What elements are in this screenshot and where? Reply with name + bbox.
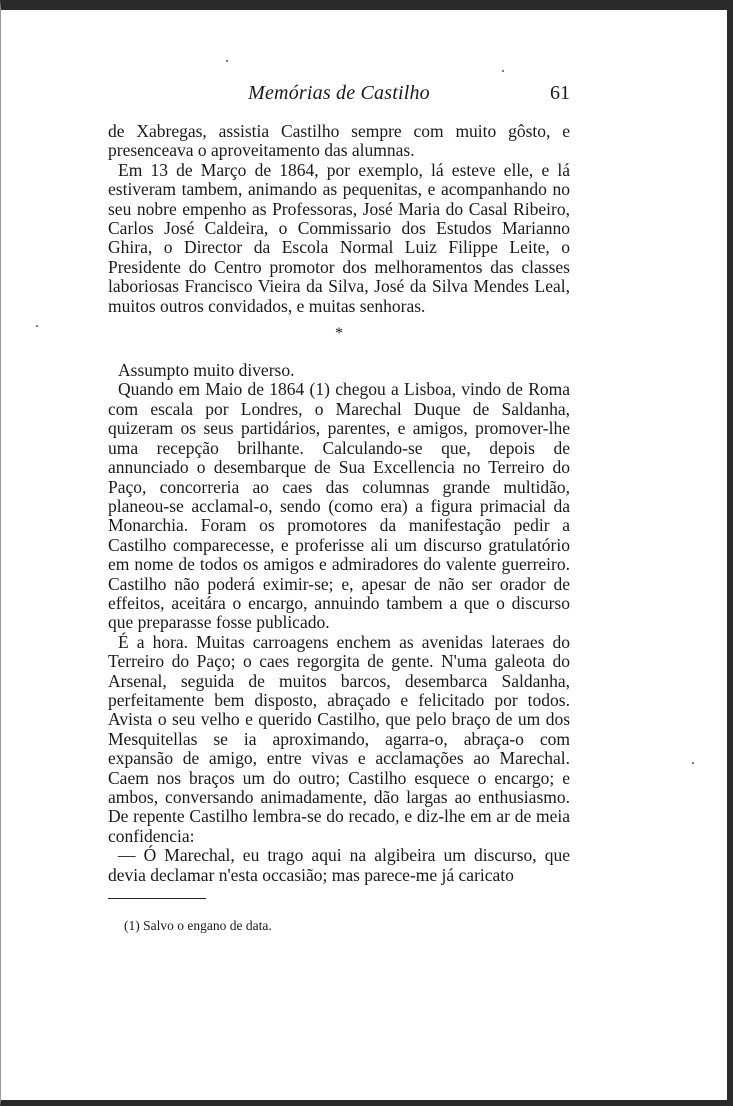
paragraph: É a hora. Muitas carroagens enchem as avenidas lateraes do Terreiro do Paço; o caes regorgita de gente. N'uma galeota do Arsenal, seguida de muitos barcos, desembarca Saldanha, perfeitamente bem disposto, abraçado e felicitado por todos. Avista o seu velho e querido Castilho, que pelo braço de um dos Mesquitellas se ia aproximando, agarra-o, abraça-o com expansão de amigo, entre vivas e acclamações ao Marechal. Caem nos braços um do outro; Castilho esquece o encargo; e ambos, conversando animadamente, dão largas ao enthusiasmo. De repente Castilho lembra-se do recado, e diz-lhe em ar de meia confidencia: xyxy=(108,631,570,846)
paragraph: Quando em Maio de 1864 (1) chegou a Lisboa, vindo de Roma com escala por Londres, o Marechal Duque de Saldanha, quizeram os seus partidários, parentes, e amigos, promover-lhe uma recepção brilhante. Calculando-se que, depois de annunciado o desembarque de Sua Excellencia no Terreiro do Paço, concorreria ao caes das columnas grande multidão, planeou-se acclamal-o, sendo (como era) a figura primacial da Monarchia. Foram os promotores da manifestação pedir a Castilho comparecesse, e proferisse ali um discurso gratulatório em nome de todos os amigos e admiradores do valente guerreiro. Castilho não poderá eximir-se; e, apesar de não ser orador de effeitos, aceitára o encargo, annuindo tambem a que o discurso que preparasse fosse publicado. xyxy=(108,379,570,633)
scan-speck xyxy=(36,325,38,327)
body-text xyxy=(108,122,570,885)
paragraph-continuation: de Xabregas, assistia Castilho sempre com muito gôsto, e presenceava o aproveitamento das alumnas. xyxy=(108,121,570,161)
scan-speck xyxy=(226,60,228,62)
scan-speck xyxy=(502,70,504,72)
running-title: Memórias de Castilho xyxy=(248,82,430,104)
footnote: (1) Salvo o engano de data. xyxy=(124,918,272,933)
footnote-rule xyxy=(108,898,206,899)
paragraph: — Ó Marechal, eu trago aqui na algibeira um discurso, que devia declamar n'esta occasião; mas parece-me já caricato xyxy=(108,845,570,885)
paragraph: Em 13 de Março de 1864, por exemplo, lá esteve elle, e lá estiveram tambem, animando as pequenitas, e acompanhando no seu nobre empenho as Professoras, José Maria do Casal Ribeiro, Carlos José Caldeira, o Commissario dos Estudos Marianno Ghira, o Director da Escola Normal Luiz Filippe Leite, o Presidente do Centro promotor dos melhoramentos das classes laboriosas Francisco Vieira da Silva, José da Silva Mendes Leal, muitos outros convidados, e muitas senhoras. xyxy=(108,159,570,316)
page-header xyxy=(108,78,570,112)
section-separator: * xyxy=(335,325,343,343)
page-number: 61 xyxy=(550,82,570,104)
paragraph: Assumpto muito diverso. xyxy=(118,360,295,381)
scan-speck xyxy=(692,762,694,764)
